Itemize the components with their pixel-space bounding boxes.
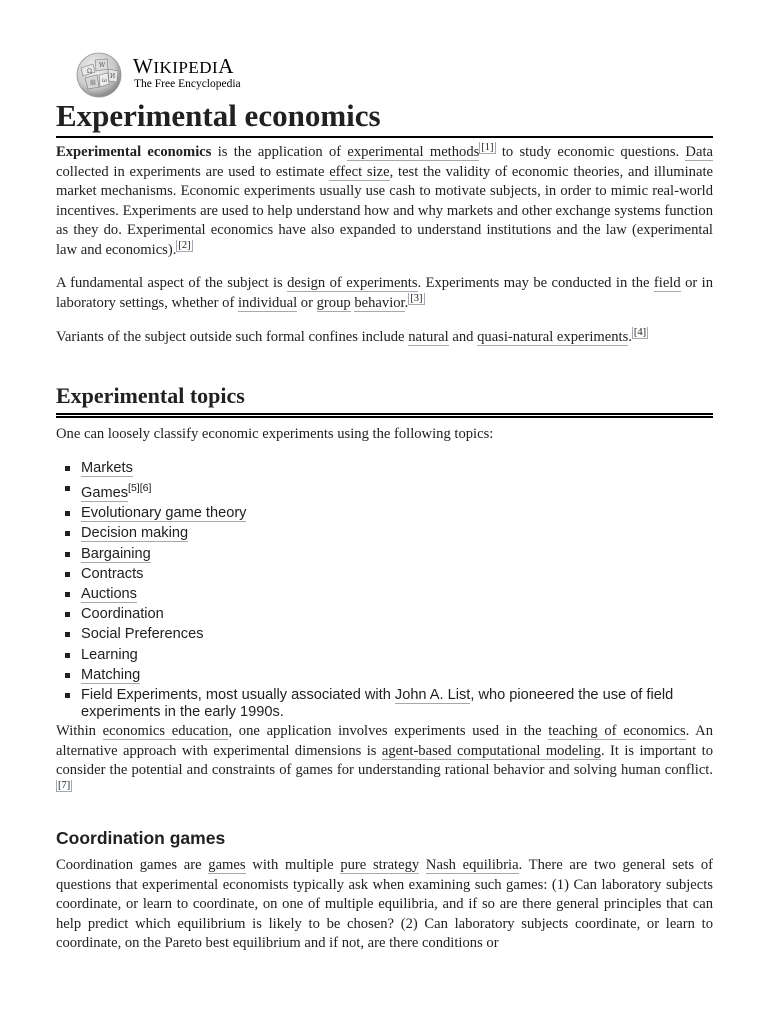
- topic-link-auctions[interactable]: Auctions: [81, 585, 137, 602]
- list-item: [56, 480, 713, 502]
- topics-list: [56, 460, 713, 721]
- citation-4[interactable]: [4]: [633, 327, 647, 339]
- link-experimental-methods[interactable]: experimental methods: [347, 144, 480, 160]
- page-title: Experimental economics: [56, 96, 713, 138]
- coordination-paragraph: Coordination games are games with multiple pure strategy Nash equilibria. There are two general sets of questions that experimental economists typically ask when examining such games: (1) Can laboratory subjects coordinate, or learn to coordinate, on one of multiple equilibria, and if so are there general principles that can help predict which equilibrium is likely to be chosen? (2) Can laboratory subjects coordinate, or learn to coordinate, on the Pareto best equilibrium and if not, are there conditions or: [56, 857, 713, 951]
- link-natural[interactable]: natural: [408, 329, 449, 345]
- topic-link-decision-making[interactable]: Decision making: [81, 525, 189, 542]
- list-item: [56, 566, 713, 583]
- list-item: [56, 647, 713, 664]
- list-item: [56, 460, 713, 477]
- subsection-heading-coordination-games: [56, 828, 713, 849]
- topic-link-evolutionary-game-theory[interactable]: Evolutionary game theory: [81, 505, 247, 522]
- link-pure-strategy[interactable]: pure strategy: [340, 857, 420, 873]
- wordmark: WIKIPEDIA: [133, 54, 234, 78]
- link-john-a-list[interactable]: John A. List: [394, 686, 471, 703]
- link-behavior[interactable]: behavior: [354, 294, 405, 311]
- link-design-of-experiments[interactable]: design of experiments: [287, 275, 418, 291]
- tagline: The Free Encyclopedia: [134, 78, 241, 90]
- list-item: [56, 546, 713, 563]
- link-games[interactable]: games: [208, 857, 246, 873]
- intro-paragraph-2: A fundamental aspect of the subject is design of experiments. Experiments may be conducted in the field or in laboratory settings, whether of individual or group behavior. [3]: [56, 275, 713, 311]
- section-heading-experimental-topics: [56, 381, 713, 418]
- list-item: Field Experiments, most usually associated with John A. List, who pioneered the use of field experiments in the early 1990s.: [56, 687, 713, 721]
- topics-after-paragraph: Within economics education, one application involves experiments used in the teaching of economics. An alternative approach with experimental dimensions is agent-based computational modeling. It is important to consider the potential and constraints of games for understanding rational behavior and solving human conflict.[7]: [56, 723, 713, 791]
- svg-text:W: W: [99, 62, 106, 69]
- link-field[interactable]: field: [653, 275, 681, 291]
- link-individual[interactable]: individual: [237, 294, 298, 311]
- link-data[interactable]: Data: [685, 144, 713, 160]
- topic-link-matching[interactable]: Matching: [81, 666, 141, 683]
- topic-learning: Learning: [81, 646, 138, 663]
- list-item: [56, 667, 713, 684]
- link-group[interactable]: group: [316, 294, 351, 311]
- svg-text:ω: ω: [102, 77, 107, 84]
- list-item: [56, 626, 713, 643]
- list-item: [56, 606, 713, 623]
- svg-text:Ω: Ω: [87, 68, 92, 75]
- topic-coordination: Coordination: [81, 606, 164, 623]
- topics-lead: One can loosely classify economic experiments using the following topics:: [56, 426, 494, 442]
- topic-link-games[interactable]: Games: [81, 485, 129, 502]
- wikipedia-globe-icon: [73, 50, 125, 98]
- citation-7[interactable]: [7]: [58, 779, 71, 791]
- bold-term: Experimental economics: [56, 144, 212, 160]
- topic-link-bargaining[interactable]: Bargaining: [81, 545, 151, 562]
- intro-paragraph-3: Variants of the subject outside such formal confines include natural and quasi-natural experiments. [4]: [56, 327, 647, 345]
- intro-paragraph-1: Experimental economics is the application of experimental methods [1] to study economic questions. Data collected in experiments are used to estimate effect size, test the validity of economic theories, and illuminate market mechanisms. Economic experiments usually use cash to motivate subjects, in order to mimic real-world incentives. Experiments are used to help understand how and why markets and other exchange systems function as they do. Experimental economics have also expanded to understand institutions and the law (experimental law and economics). [2]: [56, 142, 713, 258]
- wikipedia-logo[interactable]: [73, 50, 273, 96]
- topics-list-container: [56, 460, 713, 724]
- list-item: [56, 586, 713, 603]
- link-economics-education[interactable]: economics education: [102, 723, 229, 739]
- subsection-title: Coordination games: [56, 828, 226, 848]
- svg-text:維: 維: [90, 80, 97, 87]
- link-teaching-of-economics[interactable]: teaching of economics: [548, 723, 686, 739]
- link-nash-equilibria[interactable]: Nash equilibria: [425, 857, 519, 873]
- list-item: [56, 505, 713, 522]
- topic-link-markets[interactable]: Markets: [81, 460, 133, 476]
- citation-2[interactable]: [2]: [178, 239, 191, 251]
- citation-3[interactable]: [3]: [410, 292, 423, 304]
- list-item: [56, 525, 713, 542]
- section-title: Experimental topics: [56, 381, 713, 418]
- topic-contracts: Contracts: [81, 565, 144, 582]
- topic-social-preferences: Social Preferences: [81, 626, 204, 643]
- link-quasi-natural-experiments[interactable]: quasi-natural experiments: [477, 329, 629, 345]
- citation-1[interactable]: [1]: [481, 142, 494, 154]
- link-effect-size[interactable]: effect size: [329, 163, 390, 180]
- link-agent-based-computational-modeling[interactable]: agent-based computational modeling: [381, 742, 601, 759]
- citations-5-6[interactable]: [5][6]: [128, 482, 152, 495]
- svg-text:И: И: [110, 73, 116, 80]
